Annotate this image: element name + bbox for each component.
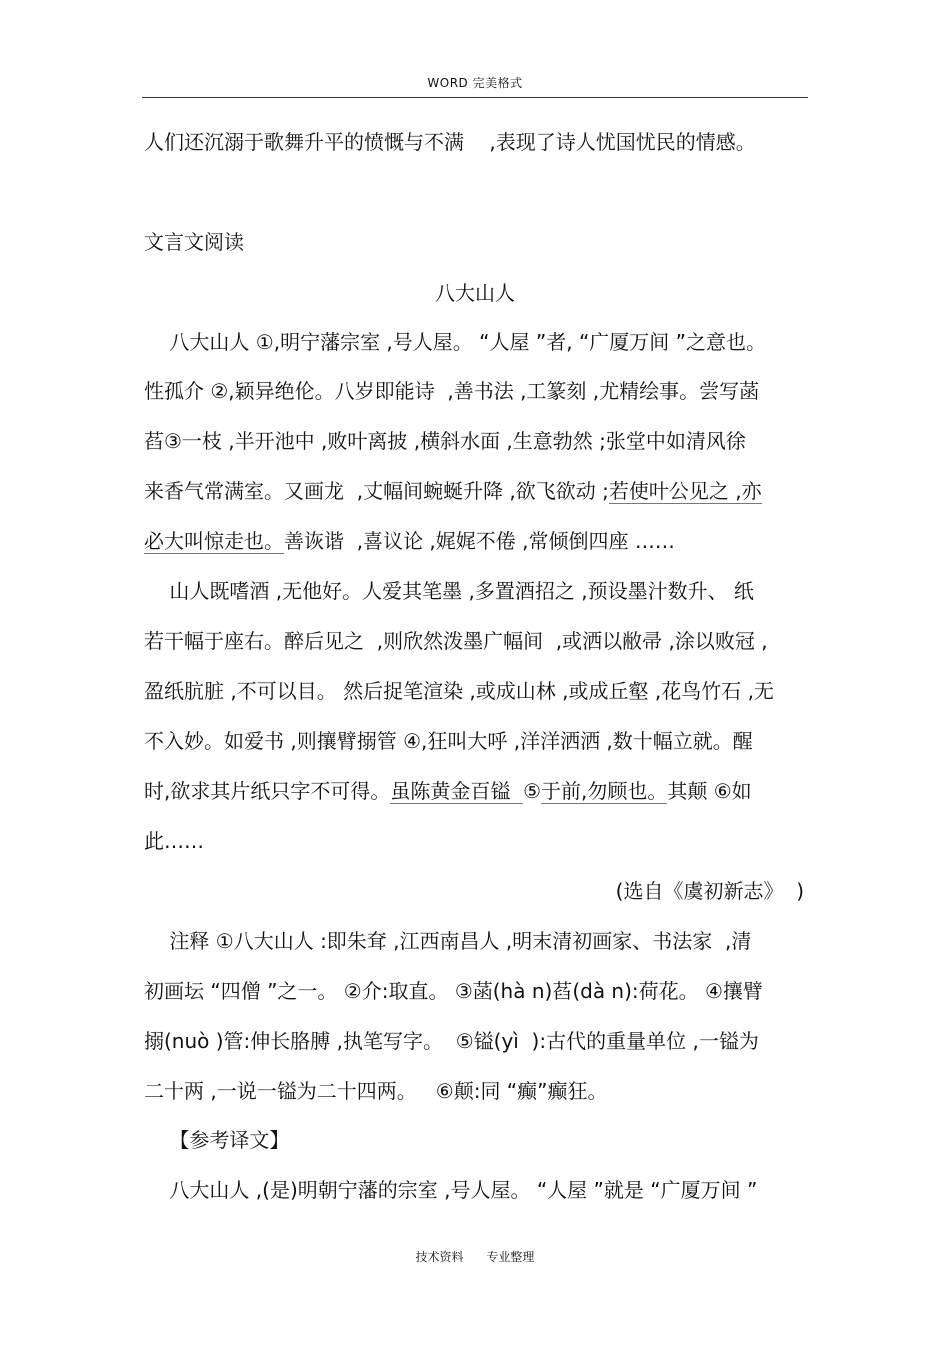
annotation-line: 二十两 ,一说一镒为二十四两。 ⑥颠:同 “癫”癫狂。: [144, 1079, 608, 1103]
underlined-sentence: 若使叶公见之 ,亦: [608, 479, 762, 503]
header-rule: [142, 97, 808, 98]
text-line: 人们还沉溺于歌舞升平的愤慨与不满 ,表现了诗人忧国忧民的情感。: [144, 130, 756, 154]
text-line: 盈纸肮脏 ,不可以目。 然后捉笔渲染 ,或成山林 ,或成丘壑 ,花鸟竹石 ,无: [144, 679, 774, 703]
text-segment: 来香气常满室。又画龙 ,丈幅间蜿蜒升降 ,欲飞欲动 ;: [144, 479, 609, 503]
text-line: 若干幅于座右。醉后见之 ,则欣然泼墨广幅间 ,或洒以敝帚 ,涂以败冠 ,: [144, 629, 768, 653]
annotation-line: 注释 ①八大山人 :即朱耷 ,江西南昌人 ,明末清初画家、书法家 ,清: [144, 929, 752, 953]
text-line: 性孤介 ②,颖异绝伦。八岁即能诗 ,善书法 ,工篆刻 ,尤精绘事。尝写菡: [144, 379, 760, 403]
text-segment: 时,欲求其片纸只字不可得。: [144, 779, 391, 803]
text-segment: 其颠 ⑥如: [667, 779, 752, 803]
translation-line: 八大山人 ,(是)明朝宁藩的宗室 ,号人屋。 “人屋 ”就是 “广厦万间 ”: [144, 1178, 758, 1202]
note-marker: ⑤: [523, 779, 542, 803]
underlined-sentence: 必大叫惊走也。: [144, 529, 284, 553]
text-line: 此……: [144, 829, 204, 853]
text-line: [144, 777, 752, 805]
text-line: 八大山人 ①,明宁藩宗室 ,号人屋。 “人屋 ”者, “广厦万间 ”之意也。: [144, 330, 767, 354]
page-footer: 技术资料 专业整理: [415, 1250, 535, 1264]
text-line: [144, 527, 675, 555]
text-line: 山人既嗜酒 ,无他好。人爱其笔墨 ,多置酒招之 ,预设墨汁数升、 纸: [144, 579, 754, 603]
text-line: 萏③一枝 ,半开池中 ,败叶离披 ,横斜水面 ,生意勃然 ;张堂中如清风徐: [144, 429, 746, 453]
source-citation: (选自《虞初新志》 ): [615, 879, 804, 903]
annotation-line: 搦(nuò )管:伸长胳膊 ,执笔写字。 ⑤镒(yì ):古代的重量单位 ,一镒为: [144, 1029, 759, 1053]
text-line: [144, 477, 762, 505]
article-title: 八大山人: [435, 281, 515, 305]
page-header: WORD 完美格式: [427, 76, 523, 90]
reference-translation-heading: 【参考译文】: [144, 1128, 290, 1152]
section-heading: 文言文阅读: [144, 230, 244, 254]
text-line: 不入妙。如爱书 ,则攘臂搦管 ④,狂叫大呼 ,洋洋洒洒 ,数十幅立就。醒: [144, 729, 753, 753]
underlined-sentence: 于前,勿顾也。: [541, 779, 668, 803]
underlined-sentence: 虽陈黄金百镒: [390, 779, 524, 803]
text-segment: 善诙谐 ,喜议论 ,娓娓不倦 ,常倾倒四座 ……: [284, 529, 675, 553]
annotation-line: 初画坛 “四僧 ”之一。 ②介:取直。 ③菡(hà n)萏(dà n):荷花。 ④攘臂: [144, 979, 763, 1003]
